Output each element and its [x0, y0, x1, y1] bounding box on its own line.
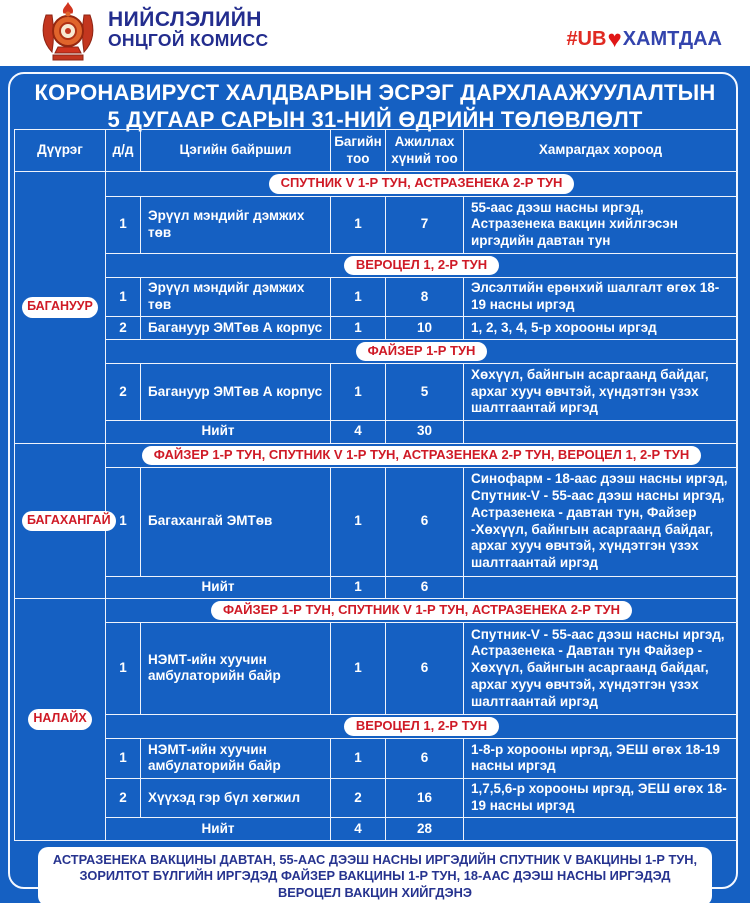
cell-target-groups: 1-8-р хорооны иргэд, ЭЕШ өгөх 18-19 насны иргэд [464, 738, 738, 778]
vaccine-band-row [15, 339, 738, 363]
total-empty-cell [464, 818, 738, 841]
cell-location: Багануур ЭМТөв А корпус [141, 364, 331, 421]
cell-target-groups: 1,7,5,6-р хорооны иргэд, ЭЕШ өгөх 18-19 насны иргэд [464, 778, 738, 818]
cell-target-groups: Элсэлтийн ерөнхий шалгалт өгөх 18-19 насны иргэд [464, 277, 738, 317]
vaccination-plan-table [14, 129, 738, 841]
hashtag-prefix: #UB [566, 28, 607, 50]
cell-index: 1 [106, 277, 141, 317]
footer-note-text: АСТРАЗЕНЕКА ВАКЦИНЫ ДАВТАН, 55-ААС ДЭЭШ НАСНЫ ИРГЭДИЙН СПУТНИК V ВАКЦИНЫ 1-Р ТУН, ЗОРИЛТОТ БҮЛГИЙН ИРГЭДЭД ФАЙЗЕР ВАКЦИНЫ 1-Р ТУН, 18-ААС ДЭЭШ НАСНЫ ИРГЭДЭД ВЕРОЦЕЛ ВАКЦИН ХИЙГДЭНЭ [52, 852, 698, 900]
vaccine-band-cell [106, 172, 738, 196]
cell-location: Багахангай ЭМТөв [141, 467, 331, 576]
org-name-line2: ОНЦГОЙ КОМИСС [108, 30, 269, 51]
total-row [15, 576, 738, 598]
cell-team-count: 1 [331, 196, 386, 253]
cell-staff-count: 16 [386, 778, 464, 818]
vaccine-band-row [15, 599, 738, 623]
vaccine-band-row [15, 172, 738, 196]
cell-target-groups: Хөхүүл, байнгын асаргаанд байдаг, архаг хууч өвчтэй, хүндэтгэн үзэх шалтгаантай иргэд [464, 364, 738, 421]
vaccine-band-label: ВЕРОЦЕЛ 1, 2-Р ТУН [344, 256, 499, 275]
cell-target-groups: Спутник-V - 55-аас дээш насны иргэд, Астразенека - Давтан тун Файзер - Хөхүүл, байнгын асаргаанд байдаг, архаг хууч өвчтэй, хүндэтгэн үзэх шалтгаантай иргэд [464, 623, 738, 715]
vaccine-band-label: ФАЙЗЕР 1-Р ТУН, СПУТНИК V 1-Р ТУН, АСТРАЗЕНЕКА 2-Р ТУН, ВЕРОЦЕЛ 1, 2-Р ТУН [142, 446, 701, 465]
vaccine-band-cell [106, 253, 738, 277]
table-row [15, 778, 738, 818]
total-team-count: 4 [331, 421, 386, 443]
column-header-teams: Багийн тоо [331, 130, 386, 172]
cell-team-count: 1 [331, 277, 386, 317]
cell-index: 1 [106, 623, 141, 715]
table-row [15, 738, 738, 778]
cell-team-count: 2 [331, 778, 386, 818]
table-row [15, 623, 738, 715]
cell-team-count: 1 [331, 467, 386, 576]
org-name-line1: НИЙСЛЭЛИЙН [108, 8, 262, 31]
vaccine-band-label: ФАЙЗЕР 1-Р ТУН [356, 342, 488, 361]
cell-staff-count: 6 [386, 738, 464, 778]
hashtag-suffix: ХАМТДАА [622, 28, 722, 50]
total-team-count: 4 [331, 818, 386, 841]
total-label: Нийт [106, 818, 331, 841]
cell-staff-count: 10 [386, 317, 464, 339]
cell-location: НЭМТ-ийн хуучин амбулаторийн байр [141, 623, 331, 715]
cell-staff-count: 5 [386, 364, 464, 421]
cell-location: Хүүхэд гэр бүл хөгжил [141, 778, 331, 818]
vaccine-band-cell [106, 443, 738, 467]
table-row [15, 467, 738, 576]
cell-team-count: 1 [331, 364, 386, 421]
cell-staff-count: 6 [386, 623, 464, 715]
cell-location: Эрүүл мэндийг дэмжих төв [141, 196, 331, 253]
total-row [15, 818, 738, 841]
district-cell [15, 599, 106, 841]
cell-target-groups: 55-аас дээш насны иргэд, Астразенека вакцин хийлгэсэн иргэдийн давтан тун [464, 196, 738, 253]
cell-staff-count: 7 [386, 196, 464, 253]
poster-title-line1: КОРОНАВИРУСТ ХАЛДВАРЫН ЭСРЭГ ДАРХЛААЖУУЛАЛТЫН [34, 80, 716, 105]
cell-team-count: 1 [331, 623, 386, 715]
vaccine-band-label: ФАЙЗЕР 1-Р ТУН, СПУТНИК V 1-Р ТУН, АСТРАЗЕНЕКА 2-Р ТУН [211, 601, 632, 620]
total-empty-cell [464, 576, 738, 598]
cell-index: 1 [106, 196, 141, 253]
column-header-target: Хамрагдах хороод [464, 130, 738, 172]
vaccine-band-row [15, 714, 738, 738]
district-pill: БАГАХАНГАЙ [22, 511, 116, 532]
district-cell [15, 443, 111, 599]
vaccine-band-cell [106, 714, 738, 738]
cell-target-groups: Синофарм - 18-аас дээш насны иргэд, Спутник-V - 55-аас дээш насны иргэд, Астразенека - давтан тун, Файзер -Хөхүүл, байнгын асаргаанд байдаг, архаг хууч өвчтэй, хүндэтгэн үзэх шалтгаантай иргэд [464, 467, 738, 576]
footer-note-box [38, 847, 712, 906]
total-label: Нийт [106, 576, 331, 598]
total-staff-count: 30 [386, 421, 464, 443]
cell-team-count: 1 [331, 317, 386, 339]
total-staff-count: 6 [386, 576, 464, 598]
total-staff-count: 28 [386, 818, 464, 841]
heart-icon: ♥ [607, 26, 622, 53]
org-name [108, 9, 268, 49]
table-row [15, 196, 738, 253]
poster-title-line2: 5 ДУГААР САРЫН 31-НИЙ ӨДРИЙН ТӨЛӨВЛӨЛТ [107, 106, 643, 132]
cell-index: 2 [106, 317, 141, 339]
table-header-row [15, 130, 738, 172]
cell-index: 1 [106, 738, 141, 778]
table-row [15, 317, 738, 339]
hashtag-campaign [566, 26, 722, 54]
vaccine-band-label: ВЕРОЦЕЛ 1, 2-Р ТУН [344, 717, 499, 736]
district-pill: НАЛАЙХ [28, 709, 91, 730]
city-emblem-logo [36, 1, 100, 65]
cell-location: НЭМТ-ийн хуучин амбулаторийн байр [141, 738, 331, 778]
vaccine-band-cell [106, 599, 738, 623]
table-row [15, 277, 738, 317]
district-cell [15, 172, 106, 443]
cell-staff-count: 8 [386, 277, 464, 317]
vaccine-band-cell [106, 339, 738, 363]
total-team-count: 1 [331, 576, 386, 598]
vaccine-band-label: СПУТНИК V 1-Р ТУН, АСТРАЗЕНЕКА 2-Р ТУН [269, 174, 575, 193]
column-header-staff: Ажиллах хүний тоо [386, 130, 464, 172]
cell-location: Эрүүл мэндийг дэмжих төв [141, 277, 331, 317]
cell-target-groups: 1, 2, 3, 4, 5-р хорооны иргэд [464, 317, 738, 339]
total-label: Нийт [106, 421, 331, 443]
cell-index: 2 [106, 364, 141, 421]
column-header-location: Цэгийн байршил [141, 130, 331, 172]
cell-team-count: 1 [331, 738, 386, 778]
poster-title [0, 80, 750, 134]
column-header-index: д/д [106, 130, 141, 172]
vaccine-band-row [15, 253, 738, 277]
vaccine-band-row [15, 443, 738, 467]
total-empty-cell [464, 421, 738, 443]
top-header-bar [0, 0, 750, 66]
cell-location: Багануур ЭМТөв А корпус [141, 317, 331, 339]
column-header-district: Дүүрэг [15, 130, 106, 172]
cell-index: 1 [106, 467, 141, 576]
cell-index: 2 [106, 778, 141, 818]
total-row [15, 421, 738, 443]
district-pill: БАГАНУУР [22, 297, 98, 318]
cell-staff-count: 6 [386, 467, 464, 576]
table-row [15, 364, 738, 421]
